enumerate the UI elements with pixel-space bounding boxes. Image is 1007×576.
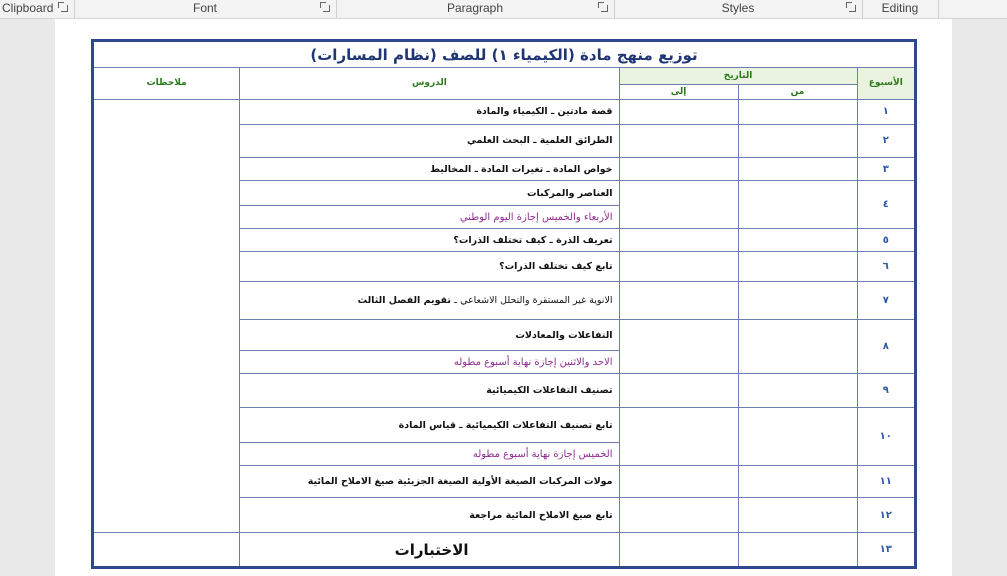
curriculum-table-wrapper [91, 39, 917, 569]
lesson-part-normal: الانوية غير المستقرة والتحلل الاشعاعي ـ [454, 295, 613, 307]
notes-cell[interactable] [93, 533, 240, 568]
editing-label: Editing [881, 1, 919, 15]
header-lessons: الدروس [240, 68, 619, 99]
dialog-launcher-icon[interactable] [323, 5, 330, 12]
date-to-cell[interactable] [619, 374, 738, 407]
date-to-cell[interactable] [619, 181, 738, 229]
date-from-cell[interactable] [738, 181, 857, 229]
notes-cell[interactable] [93, 99, 240, 533]
header-from: من [738, 84, 857, 99]
week-number: ١٠ [857, 407, 915, 466]
date-to-cell[interactable] [619, 407, 738, 466]
font-label: Font [192, 1, 217, 15]
holiday-note: الأربعاء والخميس إجازة اليوم الوطني [240, 206, 619, 229]
week-number: ١٢ [857, 497, 915, 533]
date-to-cell[interactable] [619, 466, 738, 497]
lesson-cell: قصة مادتين ـ الكيمياء والمادة [240, 99, 619, 124]
date-from-cell[interactable] [738, 282, 857, 320]
week-number: ١١ [857, 466, 915, 497]
date-to-cell[interactable] [619, 497, 738, 533]
week-number: ٨ [857, 320, 915, 374]
lesson-cell: العناصر والمركبات [240, 181, 619, 206]
clipboard-label: Clipboard [2, 1, 54, 15]
header-week: الأسبوع [857, 68, 915, 99]
lesson-cell: تابع تصنيف التفاعلات الكيميائية ـ قياس المادة [240, 407, 619, 443]
curriculum-table [91, 39, 917, 569]
ribbon-group-labels [0, 0, 1007, 19]
dialog-launcher-icon[interactable] [849, 5, 856, 12]
lesson-cell: تصنيف التفاعلات الكيميائية [240, 374, 619, 407]
date-to-cell[interactable] [619, 158, 738, 181]
week-number: ٤ [857, 181, 915, 229]
lesson-part-bold: تقويم الفصل الثالث [357, 295, 451, 307]
date-from-cell[interactable] [738, 99, 857, 124]
week-number: ١ [857, 99, 915, 124]
holiday-note: الاحد والاثنين إجازة نهاية أسبوع مطوله [240, 351, 619, 374]
lesson-cell: خواص المادة ـ تغيرات المادة ـ المخاليط [240, 158, 619, 181]
header-notes: ملاحظات [93, 68, 240, 99]
lesson-cell: مولات المركبات الصيغة الأولية الصيغة الجزيئية صيغ الاملاح المائية [240, 466, 619, 497]
week-number: ٦ [857, 252, 915, 282]
date-to-cell[interactable] [619, 320, 738, 374]
holiday-note: الخميس إجازة نهاية أسبوع مطوله [240, 443, 619, 466]
week-number: ٥ [857, 229, 915, 252]
ribbon-group-clipboard[interactable] [0, 0, 75, 18]
header-to: إلى [619, 84, 738, 99]
ribbon-group-font[interactable] [74, 0, 337, 18]
date-to-cell[interactable] [619, 533, 738, 568]
dialog-launcher-icon[interactable] [61, 5, 68, 12]
document-margin-area [955, 19, 1007, 576]
week-number: ٣ [857, 158, 915, 181]
date-to-cell[interactable] [619, 282, 738, 320]
ribbon-group-paragraph[interactable] [336, 0, 615, 18]
lesson-cell: تعريف الذرة ـ كيف تختلف الذرات؟ [240, 229, 619, 252]
dialog-launcher-icon[interactable] [601, 5, 608, 12]
ribbon-group-styles[interactable] [614, 0, 863, 18]
date-from-cell[interactable] [738, 374, 857, 407]
lesson-cell: الطرائق العلمية ـ البحث العلمي [240, 124, 619, 157]
week-number: ٢ [857, 124, 915, 157]
date-from-cell[interactable] [738, 497, 857, 533]
date-to-cell[interactable] [619, 229, 738, 252]
date-from-cell[interactable] [738, 252, 857, 282]
date-from-cell[interactable] [738, 466, 857, 497]
lesson-cell [240, 282, 619, 320]
lesson-cell: تابع صيغ الاملاح المائية مراجعة [240, 497, 619, 533]
week-number: ١٣ [857, 533, 915, 568]
date-from-cell[interactable] [738, 158, 857, 181]
ribbon-group-editing[interactable] [862, 0, 939, 18]
lesson-cell: التفاعلات والمعادلات [240, 320, 619, 351]
date-from-cell[interactable] [738, 407, 857, 466]
date-to-cell[interactable] [619, 124, 738, 157]
date-from-cell[interactable] [738, 320, 857, 374]
document-page[interactable] [55, 19, 952, 576]
lesson-cell: تابع كيف تختلف الذرات؟ [240, 252, 619, 282]
date-to-cell[interactable] [619, 252, 738, 282]
date-to-cell[interactable] [619, 99, 738, 124]
date-from-cell[interactable] [738, 229, 857, 252]
week-number: ٩ [857, 374, 915, 407]
styles-label: Styles [721, 1, 755, 15]
week-number: ٧ [857, 282, 915, 320]
date-from-cell[interactable] [738, 124, 857, 157]
table-title: توزيع منهج مادة (الكيمياء ١) للصف (نظام المسارات) [93, 41, 916, 68]
date-from-cell[interactable] [738, 533, 857, 568]
header-date: التاريخ [619, 68, 857, 85]
paragraph-label: Paragraph [446, 1, 504, 15]
exam-cell: الاختبارات [240, 533, 619, 568]
